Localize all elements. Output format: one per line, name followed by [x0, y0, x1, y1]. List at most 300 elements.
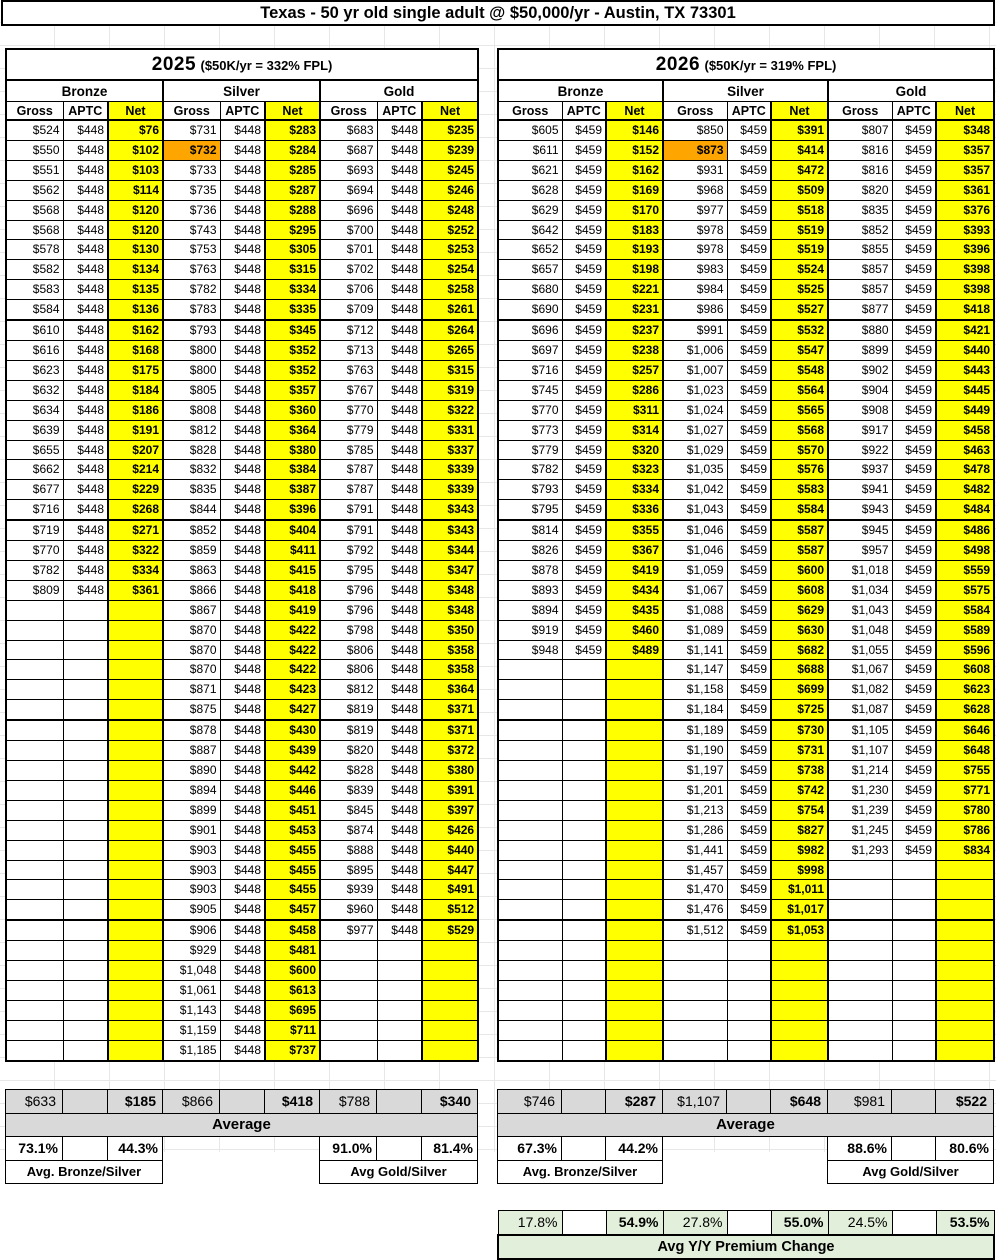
gross-cell[interactable]: $524 [6, 120, 63, 140]
net-cell[interactable]: $253 [422, 240, 478, 260]
net-cell[interactable]: $384 [265, 460, 320, 480]
net-cell[interactable]: $391 [771, 120, 828, 140]
net-cell[interactable]: $264 [422, 320, 478, 340]
net-cell[interactable] [108, 860, 163, 880]
aptc-cell[interactable]: $448 [63, 220, 108, 240]
gross-cell[interactable]: $793 [163, 320, 220, 340]
net-cell[interactable]: $214 [108, 460, 163, 480]
net-cell[interactable]: $168 [108, 340, 163, 360]
net-cell[interactable]: $451 [265, 800, 320, 820]
gross-cell[interactable] [828, 941, 892, 961]
net-cell[interactable]: $162 [606, 160, 663, 180]
net-cell[interactable]: $628 [936, 700, 994, 720]
gross-cell[interactable] [498, 800, 562, 820]
gross-cell[interactable]: $701 [320, 240, 377, 260]
aptc-cell[interactable]: $459 [727, 560, 771, 580]
gross-cell[interactable]: $1,042 [663, 480, 727, 500]
gross-cell[interactable]: $984 [663, 280, 727, 300]
gross-cell[interactable]: $1,029 [663, 440, 727, 460]
aptc-cell[interactable] [377, 941, 422, 961]
aptc-cell[interactable]: $459 [892, 840, 936, 860]
aptc-cell[interactable] [892, 980, 936, 1000]
gross-cell[interactable]: $787 [320, 460, 377, 480]
gross-cell[interactable]: $960 [320, 900, 377, 920]
net-cell[interactable]: $453 [265, 820, 320, 840]
aptc-cell[interactable] [377, 1000, 422, 1020]
aptc-cell[interactable] [892, 860, 936, 880]
net-cell[interactable]: $285 [265, 160, 320, 180]
aptc-cell[interactable]: $448 [63, 280, 108, 300]
net-cell[interactable]: $245 [422, 160, 478, 180]
gross-cell[interactable] [6, 920, 63, 940]
gross-cell[interactable]: $800 [163, 340, 220, 360]
aptc-cell[interactable]: $459 [727, 660, 771, 680]
aptc-cell[interactable]: $448 [377, 720, 422, 740]
gross-cell[interactable]: $873 [663, 140, 727, 160]
aptc-cell[interactable]: $448 [377, 380, 422, 400]
net-cell[interactable] [108, 720, 163, 740]
net-cell[interactable]: $295 [265, 220, 320, 240]
aptc-cell[interactable]: $459 [892, 660, 936, 680]
gross-cell[interactable]: $791 [320, 500, 377, 520]
aptc-cell[interactable]: $448 [220, 180, 265, 200]
net-cell[interactable]: $411 [265, 541, 320, 561]
net-cell[interactable]: $257 [606, 360, 663, 380]
net-cell[interactable]: $449 [936, 400, 994, 420]
aptc-cell[interactable]: $459 [892, 400, 936, 420]
net-cell[interactable]: $576 [771, 460, 828, 480]
aptc-cell[interactable]: $448 [220, 941, 265, 961]
gross-cell[interactable]: $816 [828, 140, 892, 160]
aptc-cell[interactable]: $459 [892, 520, 936, 540]
gross-cell[interactable]: $863 [163, 560, 220, 580]
gross-cell[interactable] [320, 1000, 377, 1020]
net-cell[interactable]: $246 [422, 180, 478, 200]
gross-cell[interactable] [6, 700, 63, 720]
aptc-cell[interactable]: $459 [892, 320, 936, 340]
gross-cell[interactable] [6, 820, 63, 840]
aptc-cell[interactable]: $448 [377, 900, 422, 920]
gross-cell[interactable] [6, 720, 63, 740]
net-cell[interactable]: $529 [422, 920, 478, 940]
gross-cell[interactable] [498, 761, 562, 781]
aptc-cell[interactable] [562, 880, 606, 900]
aptc-cell[interactable] [562, 840, 606, 860]
aptc-cell[interactable]: $448 [377, 260, 422, 280]
gross-cell[interactable]: $809 [6, 580, 63, 600]
gross-cell[interactable]: $839 [320, 780, 377, 800]
net-cell[interactable] [108, 680, 163, 700]
gross-cell[interactable]: $1,088 [663, 600, 727, 620]
percent-cell[interactable] [663, 1136, 727, 1160]
gross-cell[interactable]: $880 [828, 320, 892, 340]
gross-cell[interactable]: $816 [828, 160, 892, 180]
aptc-cell[interactable]: $448 [63, 500, 108, 520]
net-cell[interactable]: $162 [108, 320, 163, 340]
gross-cell[interactable] [498, 860, 562, 880]
net-cell[interactable]: $482 [936, 480, 994, 500]
aptc-cell[interactable]: $448 [377, 480, 422, 500]
net-cell[interactable]: $445 [936, 380, 994, 400]
aptc-cell[interactable]: $448 [377, 680, 422, 700]
gross-cell[interactable]: $1,048 [163, 961, 220, 981]
net-cell[interactable]: $320 [606, 440, 663, 460]
average-cell[interactable] [892, 1089, 936, 1113]
gross-cell[interactable] [498, 920, 562, 940]
gross-cell[interactable]: $731 [163, 120, 220, 140]
gross-cell[interactable] [6, 680, 63, 700]
gross-cell[interactable]: $1,023 [663, 380, 727, 400]
net-cell[interactable] [936, 961, 994, 981]
net-cell[interactable]: $345 [265, 320, 320, 340]
gross-cell[interactable] [498, 680, 562, 700]
percent-cell[interactable] [771, 1136, 828, 1160]
gross-cell[interactable] [6, 980, 63, 1000]
gross-cell[interactable]: $866 [163, 580, 220, 600]
aptc-cell[interactable]: $459 [892, 180, 936, 200]
aptc-cell[interactable]: $448 [377, 240, 422, 260]
gross-cell[interactable]: $767 [320, 380, 377, 400]
aptc-cell[interactable]: $448 [377, 640, 422, 660]
aptc-cell[interactable]: $448 [220, 500, 265, 520]
aptc-cell[interactable] [562, 980, 606, 1000]
net-cell[interactable]: $136 [108, 300, 163, 320]
gross-cell[interactable]: $978 [663, 220, 727, 240]
gross-cell[interactable]: $791 [320, 520, 377, 540]
aptc-cell[interactable]: $448 [63, 340, 108, 360]
gross-cell[interactable]: $583 [6, 280, 63, 300]
net-cell[interactable] [771, 1020, 828, 1040]
net-cell[interactable]: $76 [108, 120, 163, 140]
percent-cell[interactable] [265, 1136, 320, 1160]
net-cell[interactable]: $372 [422, 741, 478, 761]
net-cell[interactable]: $600 [265, 961, 320, 981]
aptc-cell[interactable]: $459 [727, 240, 771, 260]
aptc-cell[interactable] [63, 761, 108, 781]
gross-cell[interactable]: $709 [320, 300, 377, 320]
aptc-cell[interactable]: $448 [220, 741, 265, 761]
gross-cell[interactable]: $1,143 [163, 1000, 220, 1020]
gross-cell[interactable]: $978 [663, 240, 727, 260]
gross-cell[interactable]: $852 [828, 220, 892, 240]
aptc-cell[interactable]: $459 [727, 200, 771, 220]
net-cell[interactable]: $421 [936, 320, 994, 340]
net-cell[interactable]: $371 [422, 700, 478, 720]
net-cell[interactable]: $170 [606, 200, 663, 220]
aptc-cell[interactable]: $448 [377, 600, 422, 620]
gross-cell[interactable]: $919 [498, 620, 562, 640]
net-cell[interactable]: $191 [108, 420, 163, 440]
column-header-gross[interactable]: Gross [663, 102, 727, 121]
gross-cell[interactable]: $870 [163, 660, 220, 680]
aptc-cell[interactable]: $459 [892, 580, 936, 600]
gross-cell[interactable]: $808 [163, 400, 220, 420]
gross-cell[interactable]: $702 [320, 260, 377, 280]
aptc-cell[interactable]: $448 [377, 320, 422, 340]
net-cell[interactable]: $455 [265, 840, 320, 860]
aptc-cell[interactable]: $459 [562, 440, 606, 460]
gross-cell[interactable]: $712 [320, 320, 377, 340]
aptc-cell[interactable]: $459 [562, 560, 606, 580]
gross-cell[interactable]: $562 [6, 180, 63, 200]
gross-cell[interactable]: $957 [828, 541, 892, 561]
gross-cell[interactable]: $632 [6, 380, 63, 400]
gross-cell[interactable] [828, 961, 892, 981]
aptc-cell[interactable]: $448 [220, 200, 265, 220]
gross-cell[interactable]: $736 [163, 200, 220, 220]
net-cell[interactable]: $265 [422, 340, 478, 360]
gross-cell[interactable]: $1,158 [663, 680, 727, 700]
gross-cell[interactable]: $568 [6, 220, 63, 240]
aptc-cell[interactable]: $448 [220, 280, 265, 300]
net-cell[interactable] [108, 920, 163, 940]
net-cell[interactable]: $367 [606, 541, 663, 561]
aptc-cell[interactable]: $448 [377, 340, 422, 360]
gross-cell[interactable]: $753 [163, 240, 220, 260]
gross-cell[interactable]: $629 [498, 200, 562, 220]
aptc-cell[interactable]: $448 [377, 160, 422, 180]
gross-cell[interactable]: $795 [320, 560, 377, 580]
aptc-cell[interactable] [63, 1000, 108, 1020]
gross-cell[interactable]: $1,105 [828, 720, 892, 740]
gross-cell[interactable] [498, 1040, 562, 1060]
aptc-cell[interactable]: $448 [220, 360, 265, 380]
net-cell[interactable]: $481 [265, 941, 320, 961]
aptc-cell[interactable]: $448 [63, 580, 108, 600]
net-cell[interactable]: $738 [771, 761, 828, 781]
gross-cell[interactable]: $782 [163, 280, 220, 300]
net-cell[interactable]: $730 [771, 720, 828, 740]
aptc-cell[interactable] [63, 700, 108, 720]
aptc-cell[interactable] [377, 961, 422, 981]
net-cell[interactable]: $440 [422, 840, 478, 860]
net-cell[interactable]: $357 [265, 380, 320, 400]
gross-cell[interactable]: $763 [320, 360, 377, 380]
net-cell[interactable]: $184 [108, 380, 163, 400]
gross-cell[interactable]: $1,190 [663, 741, 727, 761]
net-cell[interactable]: $435 [606, 600, 663, 620]
net-cell[interactable]: $347 [422, 560, 478, 580]
aptc-cell[interactable]: $459 [727, 541, 771, 561]
net-cell[interactable] [606, 660, 663, 680]
net-cell[interactable] [606, 920, 663, 940]
gross-cell[interactable]: $1,470 [663, 880, 727, 900]
aptc-cell[interactable]: $448 [377, 620, 422, 640]
gross-cell[interactable]: $798 [320, 620, 377, 640]
gross-cell[interactable]: $857 [828, 260, 892, 280]
net-cell[interactable]: $484 [936, 500, 994, 520]
gross-cell[interactable]: $1,055 [828, 640, 892, 660]
aptc-cell[interactable]: $448 [377, 420, 422, 440]
gross-cell[interactable] [498, 780, 562, 800]
average-cell[interactable] [562, 1089, 606, 1113]
net-cell[interactable]: $239 [422, 140, 478, 160]
gross-cell[interactable]: $770 [320, 400, 377, 420]
aptc-cell[interactable] [63, 660, 108, 680]
aptc-cell[interactable]: $448 [220, 320, 265, 340]
aptc-cell[interactable]: $459 [727, 380, 771, 400]
net-cell[interactable]: $364 [265, 420, 320, 440]
net-cell[interactable]: $344 [422, 541, 478, 561]
aptc-cell[interactable] [727, 1020, 771, 1040]
aptc-cell[interactable]: $459 [727, 720, 771, 740]
aptc-cell[interactable] [562, 780, 606, 800]
tier-header-silver[interactable]: Silver [663, 80, 828, 102]
net-cell[interactable]: $371 [422, 720, 478, 740]
gross-cell[interactable]: $814 [498, 520, 562, 540]
net-cell[interactable] [108, 660, 163, 680]
gross-cell[interactable] [498, 700, 562, 720]
yoy-percent-cell[interactable]: 54.9% [606, 1210, 663, 1235]
gross-cell[interactable] [320, 1040, 377, 1060]
gross-cell[interactable]: $812 [320, 680, 377, 700]
net-cell[interactable]: $135 [108, 280, 163, 300]
column-header-net[interactable]: Net [265, 102, 320, 121]
net-cell[interactable]: $315 [422, 360, 478, 380]
gross-cell[interactable] [498, 980, 562, 1000]
aptc-cell[interactable]: $459 [727, 860, 771, 880]
aptc-cell[interactable]: $459 [892, 720, 936, 740]
net-cell[interactable] [771, 961, 828, 981]
net-cell[interactable]: $334 [108, 560, 163, 580]
gross-cell[interactable]: $1,018 [828, 560, 892, 580]
gross-cell[interactable]: $611 [498, 140, 562, 160]
net-cell[interactable]: $737 [265, 1040, 320, 1060]
aptc-cell[interactable]: $459 [562, 320, 606, 340]
net-cell[interactable] [422, 1000, 478, 1020]
aptc-cell[interactable]: $459 [727, 500, 771, 520]
aptc-cell[interactable]: $448 [220, 260, 265, 280]
net-cell[interactable]: $357 [936, 140, 994, 160]
gross-cell[interactable]: $941 [828, 480, 892, 500]
aptc-cell[interactable]: $448 [220, 640, 265, 660]
net-cell[interactable]: $629 [771, 600, 828, 620]
aptc-cell[interactable]: $448 [63, 160, 108, 180]
gross-cell[interactable] [320, 1020, 377, 1040]
aptc-cell[interactable]: $459 [562, 580, 606, 600]
gross-cell[interactable]: $713 [320, 340, 377, 360]
gross-cell[interactable]: $770 [6, 541, 63, 561]
aptc-cell[interactable]: $448 [63, 541, 108, 561]
aptc-cell[interactable]: $459 [892, 541, 936, 561]
gross-cell[interactable]: $887 [163, 741, 220, 761]
average-cell[interactable]: $746 [498, 1089, 562, 1113]
gross-cell[interactable] [498, 840, 562, 860]
aptc-cell[interactable]: $459 [562, 420, 606, 440]
aptc-cell[interactable]: $448 [377, 860, 422, 880]
gross-cell[interactable] [6, 620, 63, 640]
aptc-cell[interactable] [562, 820, 606, 840]
gross-cell[interactable]: $800 [163, 360, 220, 380]
net-cell[interactable]: $391 [422, 780, 478, 800]
aptc-cell[interactable]: $459 [727, 680, 771, 700]
net-cell[interactable]: $742 [771, 780, 828, 800]
gross-cell[interactable]: $983 [663, 260, 727, 280]
gross-cell[interactable]: $905 [163, 900, 220, 920]
aptc-cell[interactable]: $459 [892, 440, 936, 460]
aptc-cell[interactable]: $448 [377, 300, 422, 320]
average-cell[interactable]: $522 [936, 1089, 994, 1113]
net-cell[interactable] [108, 941, 163, 961]
net-cell[interactable]: $623 [936, 680, 994, 700]
aptc-cell[interactable]: $459 [562, 140, 606, 160]
gross-cell[interactable]: $812 [163, 420, 220, 440]
aptc-cell[interactable]: $448 [377, 541, 422, 561]
column-header-aptc[interactable]: APTC [892, 102, 936, 121]
percent-cell[interactable] [892, 1136, 936, 1160]
gross-cell[interactable]: $677 [6, 480, 63, 500]
net-cell[interactable]: $387 [265, 480, 320, 500]
gross-cell[interactable] [6, 1000, 63, 1020]
gross-cell[interactable] [6, 600, 63, 620]
column-header-aptc[interactable]: APTC [377, 102, 422, 121]
aptc-cell[interactable] [63, 900, 108, 920]
average-cell[interactable]: $185 [108, 1089, 163, 1113]
aptc-cell[interactable] [63, 680, 108, 700]
net-cell[interactable]: $398 [936, 280, 994, 300]
gross-cell[interactable]: $1,087 [828, 700, 892, 720]
net-cell[interactable] [606, 761, 663, 781]
gross-cell[interactable]: $1,006 [663, 340, 727, 360]
net-cell[interactable]: $422 [265, 640, 320, 660]
percent-cell[interactable]: 44.3% [108, 1136, 163, 1160]
net-cell[interactable]: $587 [771, 520, 828, 540]
net-cell[interactable]: $982 [771, 840, 828, 860]
net-cell[interactable]: $120 [108, 220, 163, 240]
aptc-cell[interactable]: $448 [220, 900, 265, 920]
aptc-cell[interactable]: $459 [727, 620, 771, 640]
aptc-cell[interactable]: $448 [63, 480, 108, 500]
gross-cell[interactable]: $867 [163, 600, 220, 620]
aptc-cell[interactable]: $459 [727, 840, 771, 860]
gross-cell[interactable]: $894 [163, 780, 220, 800]
percent-cell[interactable] [220, 1136, 265, 1160]
aptc-cell[interactable] [892, 900, 936, 920]
aptc-cell[interactable]: $459 [892, 820, 936, 840]
net-cell[interactable]: $286 [606, 380, 663, 400]
aptc-cell[interactable]: $448 [220, 140, 265, 160]
net-cell[interactable] [771, 980, 828, 1000]
aptc-cell[interactable] [562, 941, 606, 961]
net-cell[interactable]: $380 [422, 761, 478, 781]
gross-cell[interactable] [828, 920, 892, 940]
aptc-cell[interactable] [63, 1040, 108, 1060]
aptc-cell[interactable]: $448 [377, 500, 422, 520]
aptc-cell[interactable]: $459 [892, 380, 936, 400]
net-cell[interactable]: $1,053 [771, 920, 828, 940]
gross-cell[interactable]: $1,147 [663, 660, 727, 680]
aptc-cell[interactable]: $459 [727, 320, 771, 340]
aptc-cell[interactable]: $459 [727, 360, 771, 380]
gross-cell[interactable] [498, 1000, 562, 1020]
aptc-cell[interactable]: $448 [220, 240, 265, 260]
net-cell[interactable] [108, 761, 163, 781]
net-cell[interactable]: $458 [936, 420, 994, 440]
aptc-cell[interactable] [377, 1020, 422, 1040]
gross-cell[interactable]: $662 [6, 460, 63, 480]
net-cell[interactable]: $336 [606, 500, 663, 520]
gross-cell[interactable] [6, 780, 63, 800]
net-cell[interactable]: $334 [265, 280, 320, 300]
gross-cell[interactable] [320, 941, 377, 961]
gross-cell[interactable] [663, 980, 727, 1000]
aptc-cell[interactable]: $459 [562, 600, 606, 620]
net-cell[interactable]: $519 [771, 240, 828, 260]
net-cell[interactable] [108, 640, 163, 660]
net-cell[interactable]: $419 [265, 600, 320, 620]
net-cell[interactable]: $350 [422, 620, 478, 640]
aptc-cell[interactable]: $448 [220, 1040, 265, 1060]
